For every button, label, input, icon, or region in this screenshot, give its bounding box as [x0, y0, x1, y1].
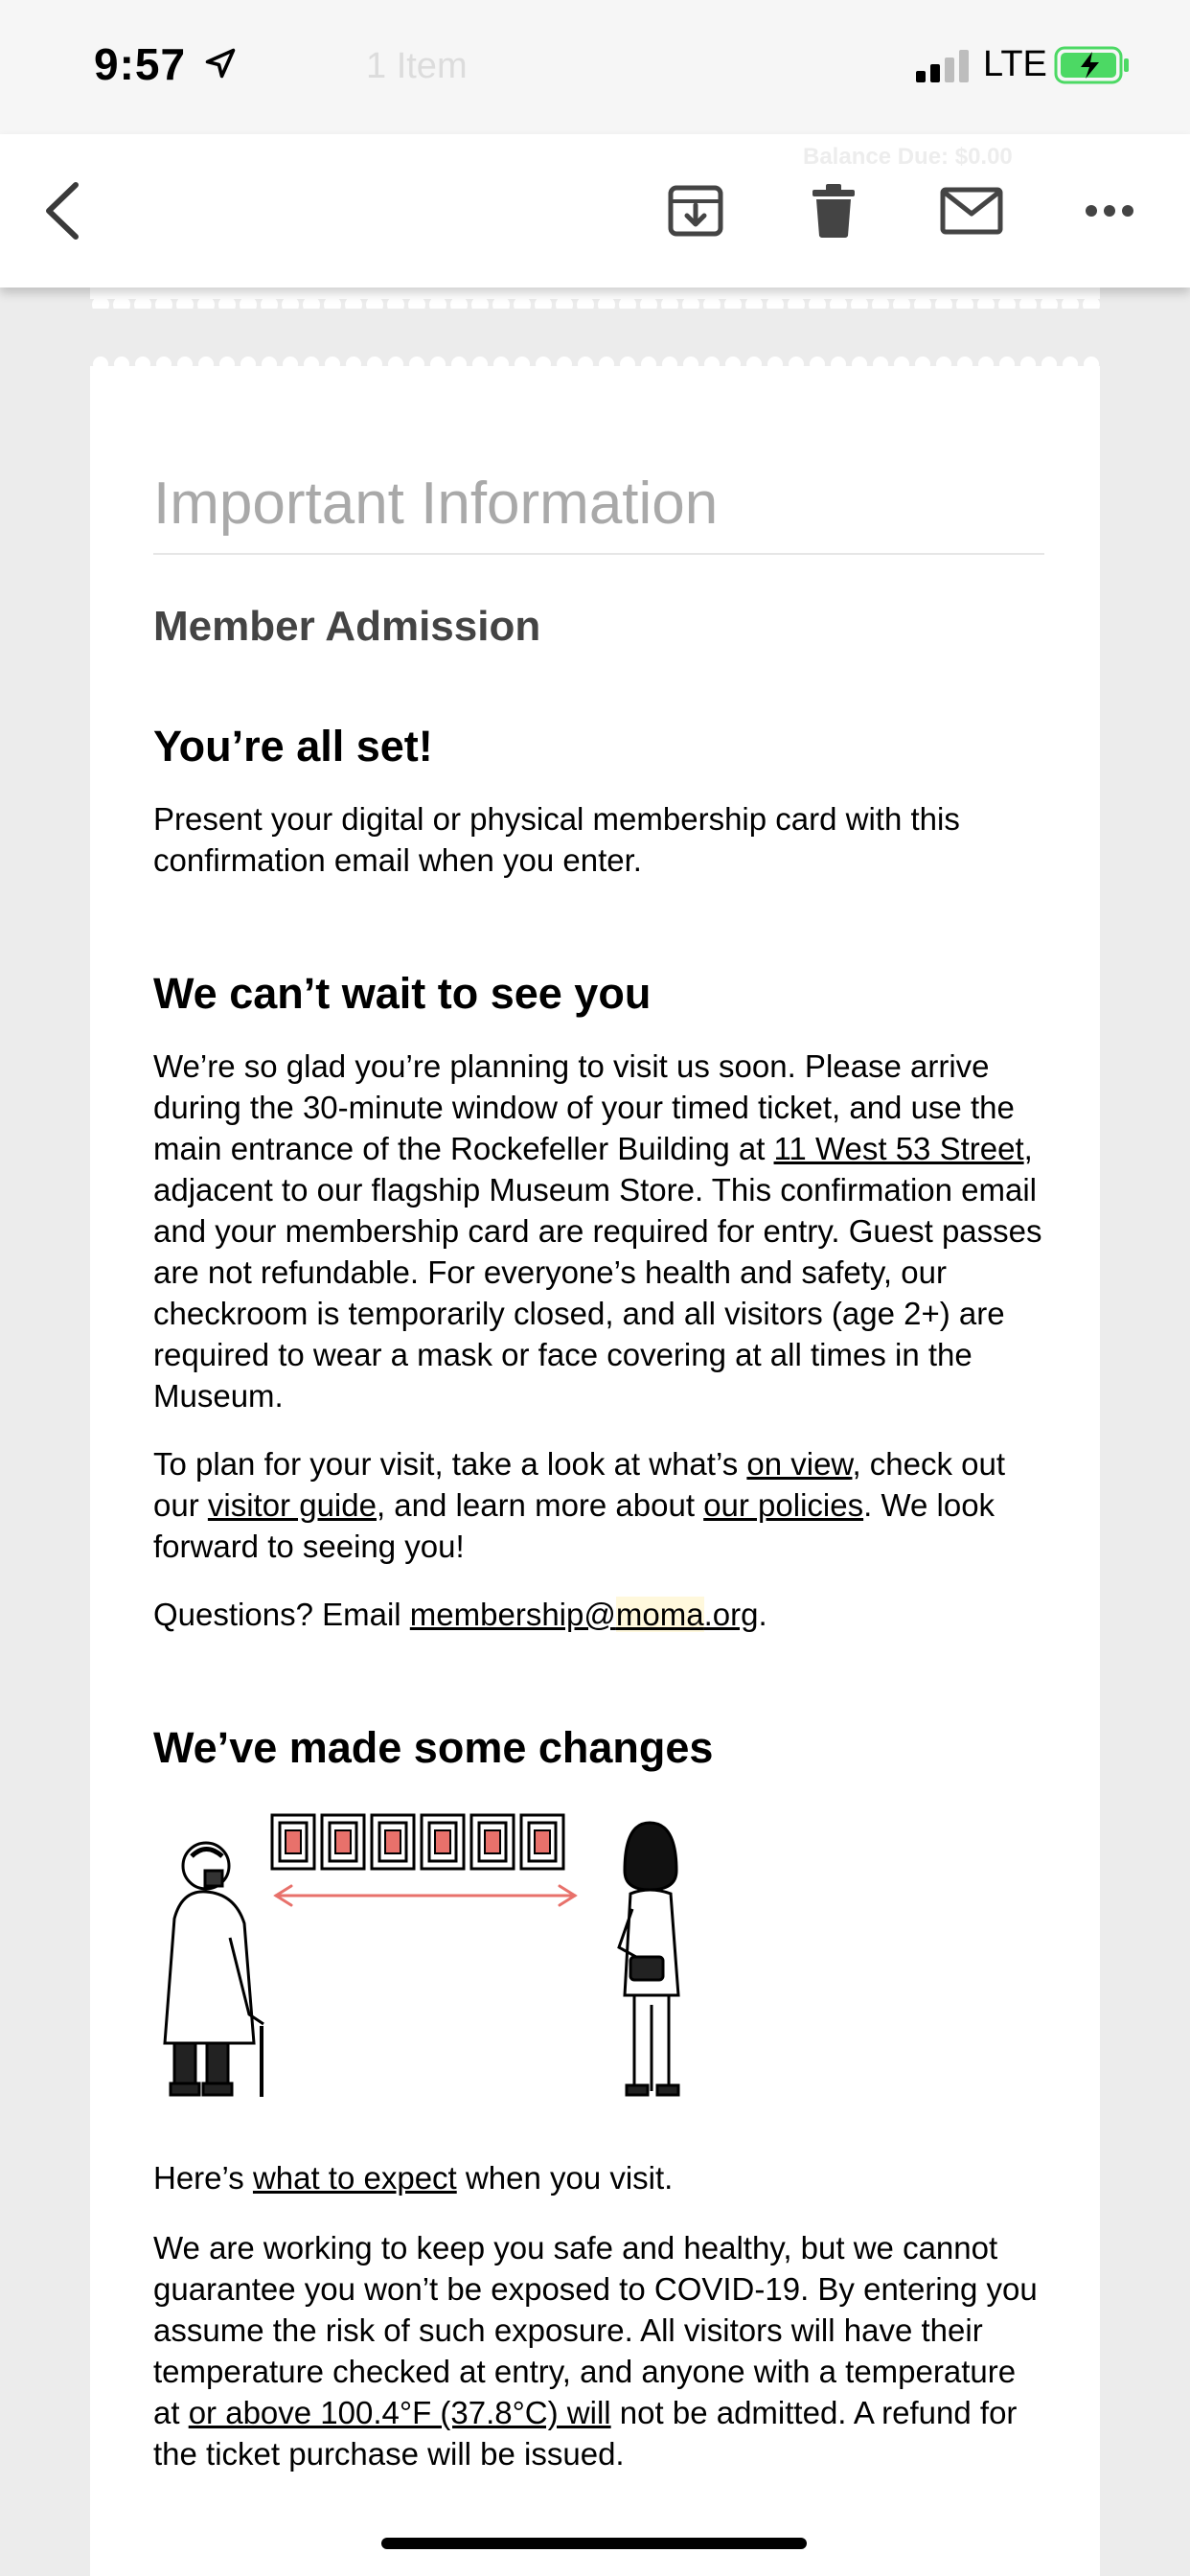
mail-button[interactable] [933, 172, 1010, 249]
text-span: , check out our [153, 1446, 1006, 1523]
visitor-guide-link[interactable]: visitor guide [207, 1487, 377, 1523]
changes-heading: We’ve made some changes [153, 1723, 714, 1772]
text-span: , adjacent to our flagship Museum Store. This confirmation email and your membership card are required for entry. Guest passes are not refundable. For everyone’s health and safety, our checkroom is temporarily closed, and all visitors (age 2+) are required to wear a mask or face covering at all times in the Museum. [153, 1131, 1042, 1414]
email-toolbar [0, 134, 1190, 288]
archive-icon [667, 182, 724, 240]
battery-charging-icon [1054, 46, 1131, 84]
text-span: We are working to keep you safe and healthy, but we cannot guarantee you won’t be exposed to COVID-19. By entering you assume the risk of such exposure. All visitors will have their temperature checked at entry, and anyone with a temperature at [153, 2230, 1038, 2430]
card-torn-edge [90, 355, 1100, 374]
text-span: Questions? Email [153, 1597, 410, 1632]
section-title: Important Information [153, 470, 1044, 555]
ticket-type-heading: Member Admission [153, 603, 541, 650]
text-span: , and learn more about [376, 1487, 704, 1523]
email-content [153, 450, 1044, 2474]
text-span: . We look forward to seeing you! [153, 1487, 995, 1564]
status-bar [0, 0, 1190, 134]
mail-icon [940, 187, 1003, 235]
plan-paragraph [153, 1443, 1044, 1567]
chevron-left-icon [39, 181, 87, 241]
text-span: membership@ [409, 1597, 616, 1632]
more-icon [1085, 204, 1134, 218]
trash-button[interactable] [795, 172, 872, 249]
back-button[interactable] [25, 172, 102, 249]
text-span: To plan for your visit, take a look at what’s [153, 1446, 747, 1482]
network-type: LTE [983, 44, 1047, 84]
trash-icon [811, 182, 857, 240]
location-arrow-icon [203, 46, 238, 80]
distance-arrow-icon [276, 1886, 575, 1905]
membership-email-link[interactable] [410, 1597, 759, 1632]
elderly-person-icon [165, 1843, 263, 2097]
status-time: 9:57 [94, 39, 187, 89]
text-span: .org [703, 1597, 759, 1632]
faded-balance-text: Balance Due: $0.00 [803, 144, 1013, 170]
visitor-person-icon [619, 1823, 678, 2095]
archive-button[interactable] [657, 172, 734, 249]
text-span: . [758, 1597, 767, 1632]
what-to-expect-link[interactable]: what to expect [252, 2160, 457, 2196]
highlighted-text: moma [615, 1597, 704, 1632]
cellular-signal-icon [916, 50, 972, 82]
expect-paragraph [153, 2157, 1044, 2198]
text-span: We’re so glad you’re planning to visit us soon. Please arrive during the 30-minute window of your timed ticket, and use the main entrance of the Rockefeller Building at [153, 1048, 1015, 1166]
on-view-link[interactable]: on view [746, 1446, 853, 1482]
text-span: when you visit. [456, 2160, 674, 2196]
wait-heading: We can’t wait to see you [153, 969, 652, 1018]
more-button[interactable] [1071, 172, 1148, 249]
text-span: Here’s [153, 2160, 253, 2196]
covid-paragraph [153, 2227, 1044, 2474]
address-link[interactable]: 11 West 53 Street [773, 1131, 1024, 1166]
faded-header-title: 1 Item [366, 46, 468, 86]
temperature-link[interactable]: or above 100.4°F (37.8°C) will [188, 2395, 611, 2430]
policies-link[interactable]: our policies [703, 1487, 864, 1523]
previous-card-edge [90, 288, 1100, 309]
home-indicator[interactable] [381, 2538, 807, 2549]
questions-paragraph [153, 1594, 1044, 1635]
social-distancing-illustration [153, 1813, 1044, 2139]
all-set-heading: You’re all set! [153, 722, 433, 770]
all-set-text: Present your digital or physical membership card with this confirmation email when you enter. [153, 801, 960, 878]
text-span: not be admitted. A refund for the ticket purchase will be issued. [153, 2395, 1018, 2472]
artwork-row [272, 1815, 563, 1869]
visit-paragraph [153, 1046, 1044, 1416]
